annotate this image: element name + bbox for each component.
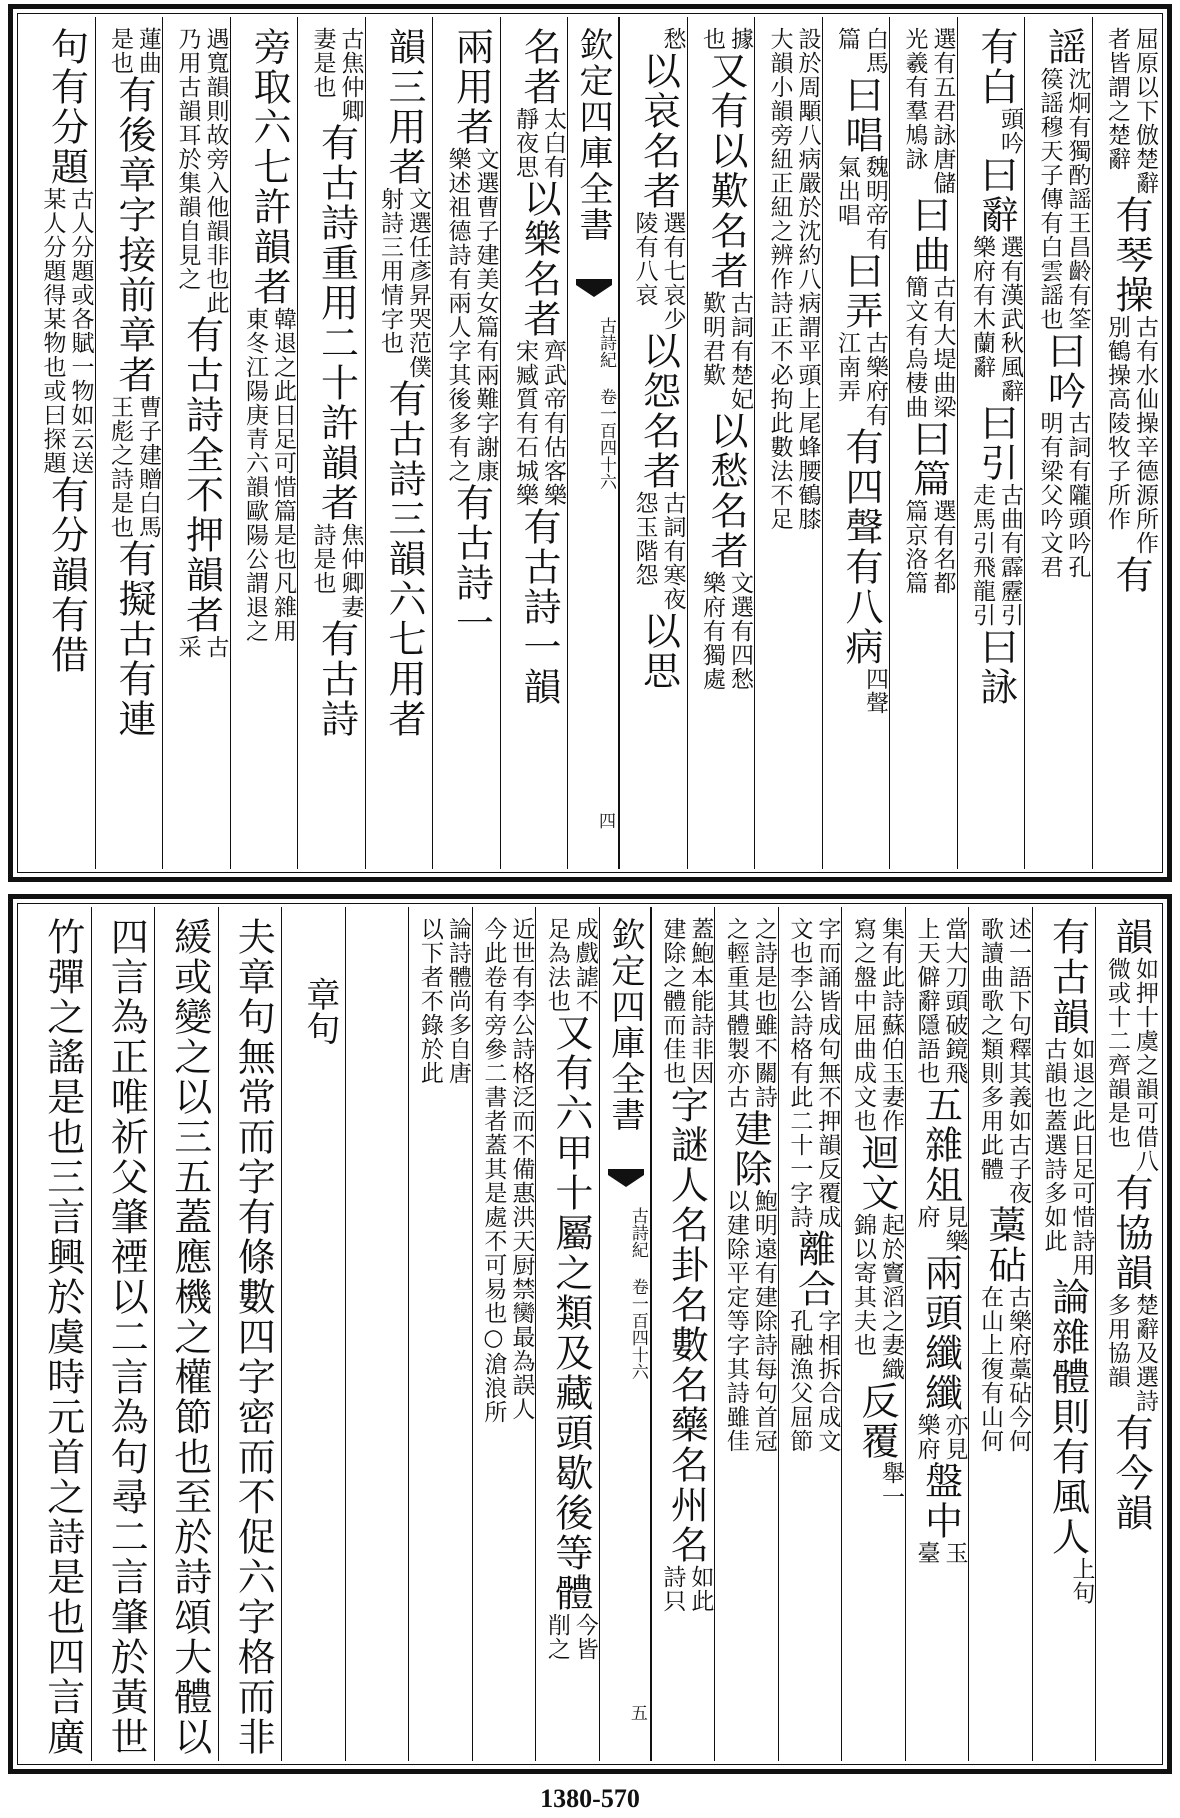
annotation-block xyxy=(698,571,754,691)
annotation-block xyxy=(968,483,1024,627)
text-column xyxy=(432,17,500,869)
annotation-text: 在山上復有山何 xyxy=(976,1285,1003,1453)
volume-info: 古詩紀 卷一百四十六 xyxy=(596,317,616,490)
annotation-block xyxy=(698,27,754,51)
main-text: 曰詠 xyxy=(974,627,1018,707)
annotation-text: 鮑明遠有建除詩每句首冠 xyxy=(750,1189,777,1453)
annotation-text: 大韻小韻旁紐正紐之辨作詩正不必拘此數法不足 xyxy=(766,27,793,531)
top-page xyxy=(8,4,1172,882)
annotation-text: 古詞有寒夜 xyxy=(659,491,686,611)
section-heading: 章句 xyxy=(299,977,340,1045)
annotation-text: 文也李公詩格有此二十一字詩 xyxy=(786,917,813,1229)
text-column xyxy=(281,907,345,1761)
main-text: 夫章句無常而字有條數四字密而不促六字格而非 xyxy=(231,917,276,1757)
annotation-text: 乃用古韻耳於集韻自見之 xyxy=(174,27,201,291)
annotation-text: 簡文有烏棲曲 xyxy=(901,275,928,419)
annotation-text: 古曲有霹靂引 xyxy=(997,483,1023,627)
annotation-text: 選有漢武秋風辭 xyxy=(997,235,1023,403)
annotation-text: 也 xyxy=(699,27,725,51)
main-text: 有古詩一韻 xyxy=(517,507,561,707)
main-text: 有分韻有借 xyxy=(44,475,89,675)
bottom-page-columns xyxy=(21,907,1159,1761)
annotation-text: 上句 xyxy=(1068,1557,1095,1605)
annotation-text: 舉一 xyxy=(877,1461,904,1509)
annotation-block xyxy=(833,331,889,427)
annotation-block xyxy=(1067,1557,1095,1605)
annotation-text: 上天僻辭隱語也 xyxy=(913,917,940,1085)
annotation-text: 述一語下句釋其義如古子夜 xyxy=(1004,917,1031,1205)
text-column xyxy=(687,17,755,869)
main-text: 反覆 xyxy=(854,1381,899,1461)
annotation-block xyxy=(479,917,535,1424)
annotation-text: 孔融漁父屈節 xyxy=(786,1309,813,1453)
page-footer-number: 1380-570 xyxy=(540,1784,640,1813)
annotation-block xyxy=(416,917,472,1085)
annotation-block xyxy=(912,917,968,1085)
annotation-text: 蓋鮑本能詩非因 xyxy=(687,917,714,1085)
annotation-block xyxy=(912,1413,968,1461)
annotation-text: 微或十二齊韻是也 xyxy=(1104,957,1130,1149)
annotation-block xyxy=(785,1309,841,1453)
main-text: 竹彈之謠是也三言興於虞時元首之詩是也四言廣 xyxy=(40,917,85,1757)
main-text: 有古詩一 xyxy=(449,483,494,643)
annotation-text: 篇 xyxy=(834,27,860,51)
text-column xyxy=(778,907,842,1761)
annotation-text: 據 xyxy=(727,27,753,51)
annotation-text: 寫之盤中屈曲成文也 xyxy=(849,917,876,1133)
annotation-text: 文選曹子建美女篇有兩難字謝康 xyxy=(472,147,499,483)
main-text: 兩頭纖纖 xyxy=(918,1253,963,1413)
annotation-text: 篌謡穆天子傳有白雲謡也 xyxy=(1036,67,1063,331)
main-text: 以怨名者 xyxy=(636,331,681,491)
text-column xyxy=(957,17,1025,869)
annotation-text: 削之 xyxy=(543,1613,570,1661)
annotation-text: 曹子建贈白馬 xyxy=(135,395,161,539)
annotation-text: 白馬 xyxy=(862,27,888,75)
annotation-text: 古詞有楚妃 xyxy=(727,291,753,411)
main-text: 有今韻 xyxy=(1109,1413,1153,1533)
annotation-text: 怨玉階怨 xyxy=(631,491,658,587)
text-column xyxy=(95,17,163,869)
annotation-text: 韓退之此日足可惜篇是也凡雜用 xyxy=(270,307,296,643)
annotation-text: 沈炯有獨酌謡王昌齡有筌 xyxy=(1064,67,1091,331)
text-column xyxy=(27,17,95,869)
main-text: 有琴操 xyxy=(1109,195,1153,315)
annotation-text: 四聲 xyxy=(862,667,888,715)
leaf-number: 四 xyxy=(595,812,615,829)
annotation-block xyxy=(106,27,162,75)
center-fold xyxy=(599,907,651,1761)
annotation-text: 詩只 xyxy=(659,1565,686,1613)
annotation-block xyxy=(877,1461,905,1509)
annotation-text: 采 xyxy=(174,635,201,659)
text-column xyxy=(905,907,969,1761)
annotation-text: 今此卷有旁參二書者蓋其是處不可易也○滄浪所 xyxy=(480,917,507,1424)
annotation-block xyxy=(106,395,162,539)
annotation-block xyxy=(241,307,297,643)
annotation-text: 某人分題得某物也或曰探題 xyxy=(39,187,66,475)
annotation-block xyxy=(976,1285,1032,1453)
annotation-block xyxy=(861,667,889,715)
leaf-number: 五 xyxy=(626,1704,647,1721)
text-column xyxy=(162,17,230,869)
annotation-block xyxy=(698,291,754,411)
annotation-text: 玉 xyxy=(941,1541,968,1565)
annotation-text: 古人分題或各賦一物如云送 xyxy=(67,187,94,475)
annotation-text: 古 xyxy=(202,635,229,659)
annotation-block xyxy=(658,1565,714,1613)
annotation-text: 王彪之詩是也 xyxy=(107,395,133,539)
annotation-block xyxy=(912,1205,968,1253)
annotation-text: 足為法也 xyxy=(543,917,570,1013)
text-column xyxy=(408,907,472,1761)
main-text: 韻三用者 xyxy=(382,27,426,187)
annotation-block xyxy=(543,917,599,1013)
text-column xyxy=(472,907,536,1761)
annotation-block xyxy=(833,27,889,75)
annotation-text: 以下者不錄於此 xyxy=(416,917,443,1085)
annotation-text: 焦仲卿妻 xyxy=(337,523,364,619)
annotation-block xyxy=(309,27,365,123)
text-column xyxy=(619,17,687,869)
text-column xyxy=(1024,17,1092,869)
annotation-text: 多用協韻 xyxy=(1104,1293,1130,1389)
annotation-text: 如退之此日足可惜詩用 xyxy=(1068,1037,1095,1277)
annotation-text: 光羲有羣鳩詠 xyxy=(901,27,928,171)
annotation-text: 當大刀頭破鏡飛 xyxy=(941,917,968,1085)
annotation-text: 古焦仲卿 xyxy=(337,27,364,123)
main-text: 有古詩全不押韻者 xyxy=(179,315,224,635)
annotation-block xyxy=(1036,67,1092,331)
main-text: 曰辭 xyxy=(974,155,1018,235)
main-text: 離合 xyxy=(791,1229,836,1309)
main-text: 五雜俎 xyxy=(918,1085,963,1205)
annotation-text: 之詩是也雖不關詩 xyxy=(750,917,777,1109)
text-column xyxy=(1032,907,1096,1761)
main-text: 名者 xyxy=(517,27,561,107)
main-text: 又有六甲十屬之類及藏頭歇後等體 xyxy=(548,1013,593,1613)
annotation-text: 古樂府藁砧今何 xyxy=(1004,1285,1031,1453)
main-text: 四言為正唯祈父肇禋以二言為句尋二言肇於黃世 xyxy=(104,917,149,1757)
annotation-text: 亦見 xyxy=(941,1413,968,1461)
annotation-text: 妻是也 xyxy=(309,27,336,99)
annotation-text: 陵有八哀 xyxy=(631,211,658,307)
main-text: 有 xyxy=(1109,555,1153,595)
main-text: 曰引 xyxy=(974,403,1018,483)
annotation-block xyxy=(722,1189,778,1453)
book-title: 欽定四庫全書 xyxy=(573,27,613,243)
main-text: 曰吟 xyxy=(1041,331,1086,411)
main-text: 藁砧 xyxy=(981,1205,1026,1285)
annotation-block xyxy=(901,27,957,195)
annotation-block xyxy=(968,235,1024,403)
annotation-text: 古有大堤曲梁 xyxy=(929,275,956,419)
main-text: 字謎人名卦名數名藥名州名 xyxy=(664,1085,709,1565)
text-column xyxy=(535,907,599,1761)
annotation-block xyxy=(376,187,432,379)
main-text: 有擬古有連 xyxy=(112,539,156,739)
annotation-text: 起於竇滔之妻織 xyxy=(877,1213,904,1381)
annotation-block xyxy=(912,1541,968,1565)
main-text: 有白 xyxy=(974,27,1018,107)
annotation-text: 樂述祖德詩有兩人字其後多有之 xyxy=(444,147,471,483)
annotation-text: 是也 xyxy=(107,27,133,75)
annotation-text: 古有水仙操辛德源所作 xyxy=(1132,315,1158,555)
annotation-block xyxy=(1039,1037,1095,1277)
main-text: 盤中 xyxy=(918,1461,963,1541)
text-column xyxy=(218,907,282,1761)
annotation-text: 魏明帝有 xyxy=(862,155,888,251)
main-text: 建除 xyxy=(727,1109,772,1189)
main-text: 有後章字接前章者 xyxy=(112,75,156,395)
main-text: 曰篇 xyxy=(906,419,951,499)
annotation-text: 錦以寄其夫也 xyxy=(849,1213,876,1357)
annotation-text: 文選任彥昇哭范僕 xyxy=(405,187,431,379)
annotation-text: 設於周顒八病嚴於沈約八病謂平頭上尾蜂腰鶴膝 xyxy=(794,27,821,531)
main-text: 有四聲有八病 xyxy=(839,427,883,667)
annotation-block xyxy=(659,27,687,51)
text-column xyxy=(714,907,778,1761)
annotation-text: 字相拆合成文 xyxy=(814,1309,841,1453)
main-text: 迴文 xyxy=(854,1133,899,1213)
annotation-text: 古詞有隴頭吟孔 xyxy=(1064,411,1091,579)
text-column xyxy=(27,907,91,1761)
annotation-text: 遇寬韻則故旁入他韻非也此 xyxy=(202,27,229,315)
annotation-block xyxy=(39,187,95,475)
annotation-text: 如此 xyxy=(687,1565,714,1613)
annotation-text: 論詩體尚多自唐 xyxy=(444,917,471,1085)
annotation-text: 氣出唱 xyxy=(834,155,860,227)
text-column xyxy=(500,17,568,869)
top-page-columns xyxy=(21,17,1159,869)
annotation-block xyxy=(543,1613,599,1661)
main-text: 韻 xyxy=(1109,917,1153,957)
annotation-text: 歌讀曲歌之類則多用此體 xyxy=(976,917,1003,1181)
text-column xyxy=(889,17,957,869)
annotation-text: 選有五君詠唐儲 xyxy=(929,27,956,195)
annotation-text: 近世有李公詩格泛而不備惠洪天厨禁臠最為誤人 xyxy=(508,917,535,1421)
main-text: 以思 xyxy=(636,611,681,691)
main-text: 緩或變之以三五蓋應機之權節也至於詩頌大體以 xyxy=(167,917,212,1757)
annotation-text: 古樂府有 xyxy=(862,331,888,427)
annotation-block xyxy=(722,917,778,1109)
annotation-text: 齊武帝有估客樂 xyxy=(540,339,566,507)
text-column xyxy=(154,907,218,1761)
annotation-block xyxy=(631,211,687,331)
annotation-block xyxy=(631,491,687,611)
main-text: 論雜體則有風人 xyxy=(1045,1277,1090,1557)
main-text: 旁取六七許韻者 xyxy=(247,27,291,307)
main-text: 有古詩 xyxy=(314,619,359,739)
annotation-block xyxy=(658,917,714,1085)
annotation-text: 別鶴操高陵牧子所作 xyxy=(1104,315,1130,531)
annotation-text: 建除之體而佳也 xyxy=(659,917,686,1085)
annotation-text: 如押十虞之韻可借八 xyxy=(1132,957,1158,1173)
annotation-block xyxy=(444,147,500,483)
main-text: 兩用者 xyxy=(449,27,494,147)
annotation-text: 樂府有木蘭辭 xyxy=(969,235,995,379)
annotation-block xyxy=(833,155,889,251)
annotation-text: 東冬江陽庚青六韻歐陽公謂退之 xyxy=(242,307,268,643)
bottom-page xyxy=(8,894,1172,1774)
annotation-text: 今皆 xyxy=(571,1613,598,1661)
text-column xyxy=(230,17,298,869)
text-column xyxy=(1095,907,1159,1761)
annotation-text: 頭吟 xyxy=(997,107,1023,155)
annotation-text: 詩是也 xyxy=(309,523,336,595)
annotation-block xyxy=(511,107,567,179)
annotation-text: 樂府 xyxy=(913,1413,940,1461)
text-column xyxy=(968,907,1032,1761)
text-column xyxy=(651,907,715,1761)
annotation-text: 宋臧質有石城樂 xyxy=(512,339,538,507)
annotation-text: 者皆謂之楚辭 xyxy=(1104,27,1130,171)
annotation-text: 走馬引飛龍引 xyxy=(969,483,995,627)
fishtail-mark-icon xyxy=(574,275,614,301)
book-title: 欽定四庫全書 xyxy=(604,917,645,1133)
annotation-text: 文選有四愁 xyxy=(727,571,753,691)
annotation-text: 楚辭及選詩 xyxy=(1132,1293,1158,1413)
text-column xyxy=(754,17,822,869)
fishtail-mark-icon xyxy=(606,1165,646,1191)
main-text: 以愁名者 xyxy=(704,411,748,571)
main-text: 有古韻 xyxy=(1045,917,1090,1037)
annotation-text: 之輕重其體製亦古 xyxy=(722,917,749,1109)
annotation-block xyxy=(996,107,1024,155)
annotation-text: 選有七哀少 xyxy=(659,211,686,331)
annotation-block xyxy=(511,339,567,507)
main-text: 又有以歎名者 xyxy=(704,51,748,291)
annotation-block xyxy=(849,917,905,1133)
annotation-text: 愁 xyxy=(659,27,686,51)
annotation-block xyxy=(766,27,822,531)
annotation-block xyxy=(1103,1293,1159,1413)
annotation-text: 篇京洛篇 xyxy=(901,499,928,595)
annotation-text: 樂府有獨處 xyxy=(699,571,725,691)
annotation-text: 江南弄 xyxy=(834,331,860,403)
annotation-block xyxy=(1103,957,1159,1173)
main-text: 有協韻 xyxy=(1109,1173,1153,1293)
text-column xyxy=(822,17,890,869)
annotation-text: 以建除平定等字其詩雖佳 xyxy=(722,1189,749,1453)
annotation-text: 明有梁父吟文君 xyxy=(1036,411,1063,579)
text-column xyxy=(297,17,365,869)
annotation-block xyxy=(174,27,230,315)
annotation-text: 太白有 xyxy=(540,107,566,179)
text-column xyxy=(345,907,409,1761)
annotation-text: 歎明君歎 xyxy=(699,291,725,387)
text-column xyxy=(365,17,433,869)
main-text: 以樂名者 xyxy=(517,179,561,339)
main-text: 以哀名者 xyxy=(636,51,681,211)
annotation-text: 成戲謔不 xyxy=(571,917,598,1013)
annotation-text: 府 xyxy=(913,1205,940,1229)
annotation-block xyxy=(901,275,957,419)
annotation-text: 選有名都 xyxy=(929,499,956,595)
annotation-block xyxy=(309,523,365,619)
annotation-text: 射詩三用情字也 xyxy=(377,187,403,355)
main-text: 有古詩重用二十許韻者 xyxy=(314,123,359,523)
annotation-block xyxy=(901,499,957,595)
annotation-text: 屈原以下倣楚辭 xyxy=(1132,27,1158,195)
annotation-block xyxy=(785,917,841,1229)
annotation-block xyxy=(1103,315,1159,555)
annotation-text: 古韻也蓋選詩多如此 xyxy=(1040,1037,1067,1253)
main-text: 曰曲 xyxy=(906,195,951,275)
volume-info: 古詩紀 卷一百四十六 xyxy=(627,1207,648,1380)
main-text: 曰唱 xyxy=(839,75,883,155)
text-column xyxy=(1092,17,1160,869)
annotation-block xyxy=(174,635,230,659)
main-text: 有古詩三韻六七用者 xyxy=(382,379,426,739)
annotation-text: 字而誦皆成句無不押韻反覆成 xyxy=(814,917,841,1229)
annotation-text: 臺 xyxy=(913,1541,940,1565)
annotation-block xyxy=(849,1213,905,1381)
center-fold xyxy=(567,17,619,869)
main-text: 曰弄 xyxy=(839,251,883,331)
annotation-block xyxy=(1036,411,1092,579)
annotation-text: 靜夜思 xyxy=(512,107,538,179)
annotation-text: 見樂 xyxy=(941,1205,968,1253)
annotation-text: 集有此詩蘇伯玉妻作 xyxy=(877,917,904,1133)
main-text: 句有分題 xyxy=(44,27,89,187)
annotation-block xyxy=(976,917,1032,1205)
main-text: 謡 xyxy=(1041,27,1086,67)
annotation-block xyxy=(1103,27,1159,195)
annotation-text: 蓮曲 xyxy=(135,27,161,75)
text-column xyxy=(91,907,155,1761)
text-column xyxy=(841,907,905,1761)
